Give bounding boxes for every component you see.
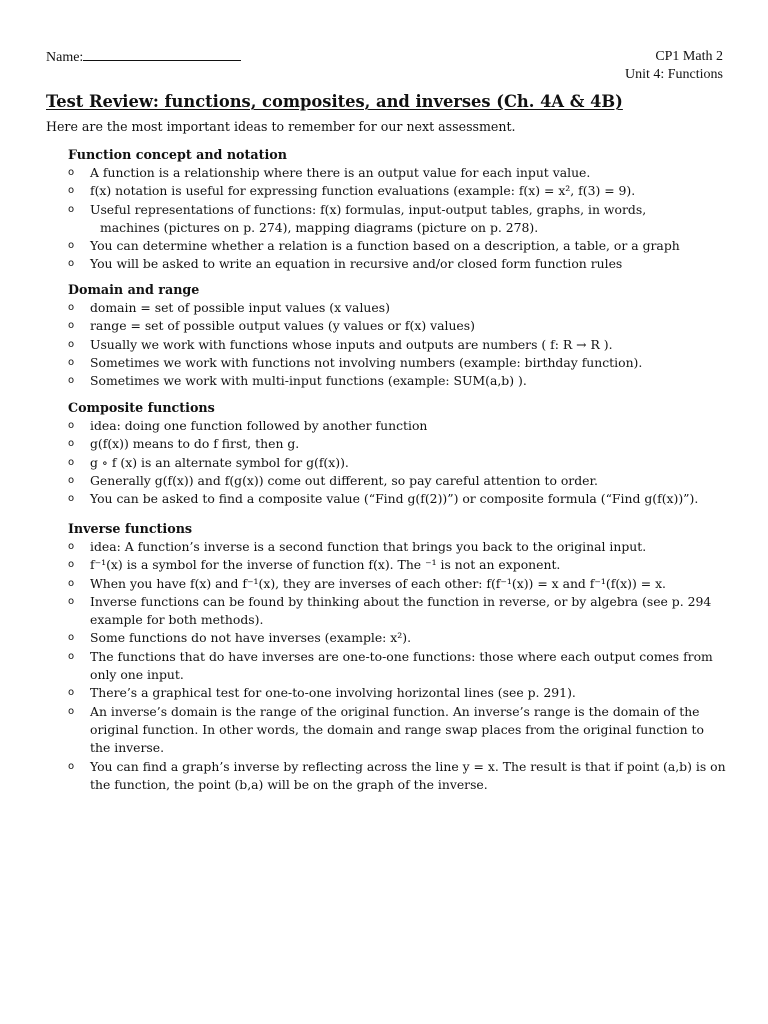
bullet-list (46, 164, 726, 274)
bullet-circle-icon: o (68, 203, 75, 215)
list-item: o Inverse functions can be found by thinking about the function in reverse, or by algebra (see p. 294 example for both methods). (68, 593, 712, 628)
list-item: o Some functions do not have inverses (example: x²). (46, 629, 726, 647)
bullet-circle-icon: o (68, 705, 75, 717)
name-label: Name: (46, 50, 84, 65)
page-title: Test Review: functions, composites, and inverses (Ch. 4A & 4B) (46, 92, 623, 111)
list-item: o f⁻¹(x) is a symbol for the inverse of function f(x). The ⁻¹ is not an exponent. (46, 556, 726, 574)
bullet-circle-icon: o (68, 541, 75, 552)
list-item: o Useful representations of functions: f(x) formulas, input-output tables, graphs, in words, machines (pictures on p. 274), mapping diagrams (picture on p. 278). (68, 201, 647, 235)
bullet-circle-icon: o (68, 258, 75, 270)
bullet-circle-icon: o (68, 320, 75, 332)
section-heading: Composite functions (68, 400, 215, 415)
bullet-circle-icon: o (68, 577, 75, 589)
unit-name: Unit 4: Functions (624, 67, 723, 82)
list-item: o idea: A function’s inverse is a second function that brings you back to the original input. (46, 538, 726, 556)
list-item: o A function is a relationship where there is an output value for each input value. (46, 164, 726, 182)
section-heading: Domain and range (68, 282, 200, 297)
list-item: o You will be asked to write an equation in recursive and/or closed form function rules (46, 255, 726, 273)
bullet-circle-icon: o (68, 559, 75, 571)
section-function-concept (46, 146, 726, 274)
list-item: o f(x) notation is useful for expressing function evaluations (example: f(x) = x², f(3) = 9). (46, 182, 726, 200)
bullet-circle-icon: o (68, 240, 75, 252)
bullet-list (46, 417, 726, 508)
course-info (625, 48, 723, 84)
list-item: o g ∘ f (x) is an alternate symbol for g(f(x)). (46, 454, 726, 472)
bullet-circle-icon: o (68, 167, 75, 178)
list-item: o You can find a graph’s inverse by reflecting across the line y = x. The result is that if point (a,b) is on the function, the point (b,a) will be on the graph of the inverse. (68, 758, 726, 792)
list-item: o The functions that do have inverses are one-to-one functions: those where each output comes from only one input. (68, 648, 713, 683)
list-item: o An inverse’s domain is the range of the original function. An inverse’s range is the domain of the original function. In other words, the domain and range swap places from the original function to the inverse. (68, 703, 704, 756)
bullet-circle-icon: o (68, 438, 75, 450)
bullet-list (46, 299, 726, 390)
list-item: o When you have f(x) and f⁻¹(x), they are inverses of each other: f(f⁻¹(x)) = x and f⁻¹(f(x)) = x. (46, 575, 726, 593)
bullet-circle-icon: o (68, 185, 75, 197)
bullet-circle-icon: o (68, 632, 75, 644)
bullet-circle-icon: o (68, 356, 75, 368)
list-item: o There’s a graphical test for one-to-one involving horizontal lines (see p. 291). (46, 684, 726, 702)
list-item: o range = set of possible output values (y values or f(x) values) (46, 317, 726, 335)
list-item: o domain = set of possible input values (x values) (46, 299, 726, 317)
bullet-circle-icon: o (68, 302, 75, 313)
section-heading: Function concept and notation (68, 147, 287, 162)
bullet-circle-icon: o (68, 493, 75, 505)
name-blank-line (83, 48, 241, 61)
bullet-circle-icon: o (68, 456, 75, 468)
list-item: o Usually we work with functions whose inputs and outputs are numbers ( f: R → R ). (46, 336, 726, 354)
list-item-continuation: machines (pictures on p. 274), mapping diagrams (picture on p. 278). (100, 219, 539, 235)
bullet-circle-icon: o (68, 474, 75, 486)
bullet-list (46, 538, 726, 794)
intro-text: Here are the most important ideas to remember for our next assessment. (46, 119, 516, 134)
section-inverse-functions (46, 520, 726, 794)
list-item: o You can be asked to find a composite value (“Find g(f(2))”) or composite formula (“Find g(f(x))”). (46, 490, 726, 508)
list-item: o Sometimes we work with functions not involving numbers (example: birthday function). (46, 354, 726, 372)
bullet-circle-icon: o (68, 595, 75, 607)
bullet-circle-icon: o (68, 760, 75, 772)
list-item: o g(f(x)) means to do f first, then g. (46, 435, 726, 453)
list-item: o Generally g(f(x)) and f(g(x)) come out different, so pay careful attention to order. (46, 472, 726, 490)
section-composite-functions (46, 399, 726, 508)
bullet-circle-icon: o (68, 650, 75, 662)
list-item: o Sometimes we work with multi-input functions (example: SUM(a,b) ). (46, 372, 726, 390)
name-field (46, 48, 241, 66)
course-name: CP1 Math 2 (655, 49, 723, 64)
section-heading: Inverse functions (68, 521, 193, 536)
bullet-circle-icon: o (68, 420, 75, 431)
list-item: o You can determine whether a relation is a function based on a description, a table, or a graph (46, 237, 726, 255)
section-domain-range (46, 281, 726, 390)
bullet-circle-icon: o (68, 375, 75, 387)
bullet-circle-icon: o (68, 687, 75, 699)
list-item: o idea: doing one function followed by another function (46, 417, 726, 435)
bullet-circle-icon: o (68, 338, 75, 350)
